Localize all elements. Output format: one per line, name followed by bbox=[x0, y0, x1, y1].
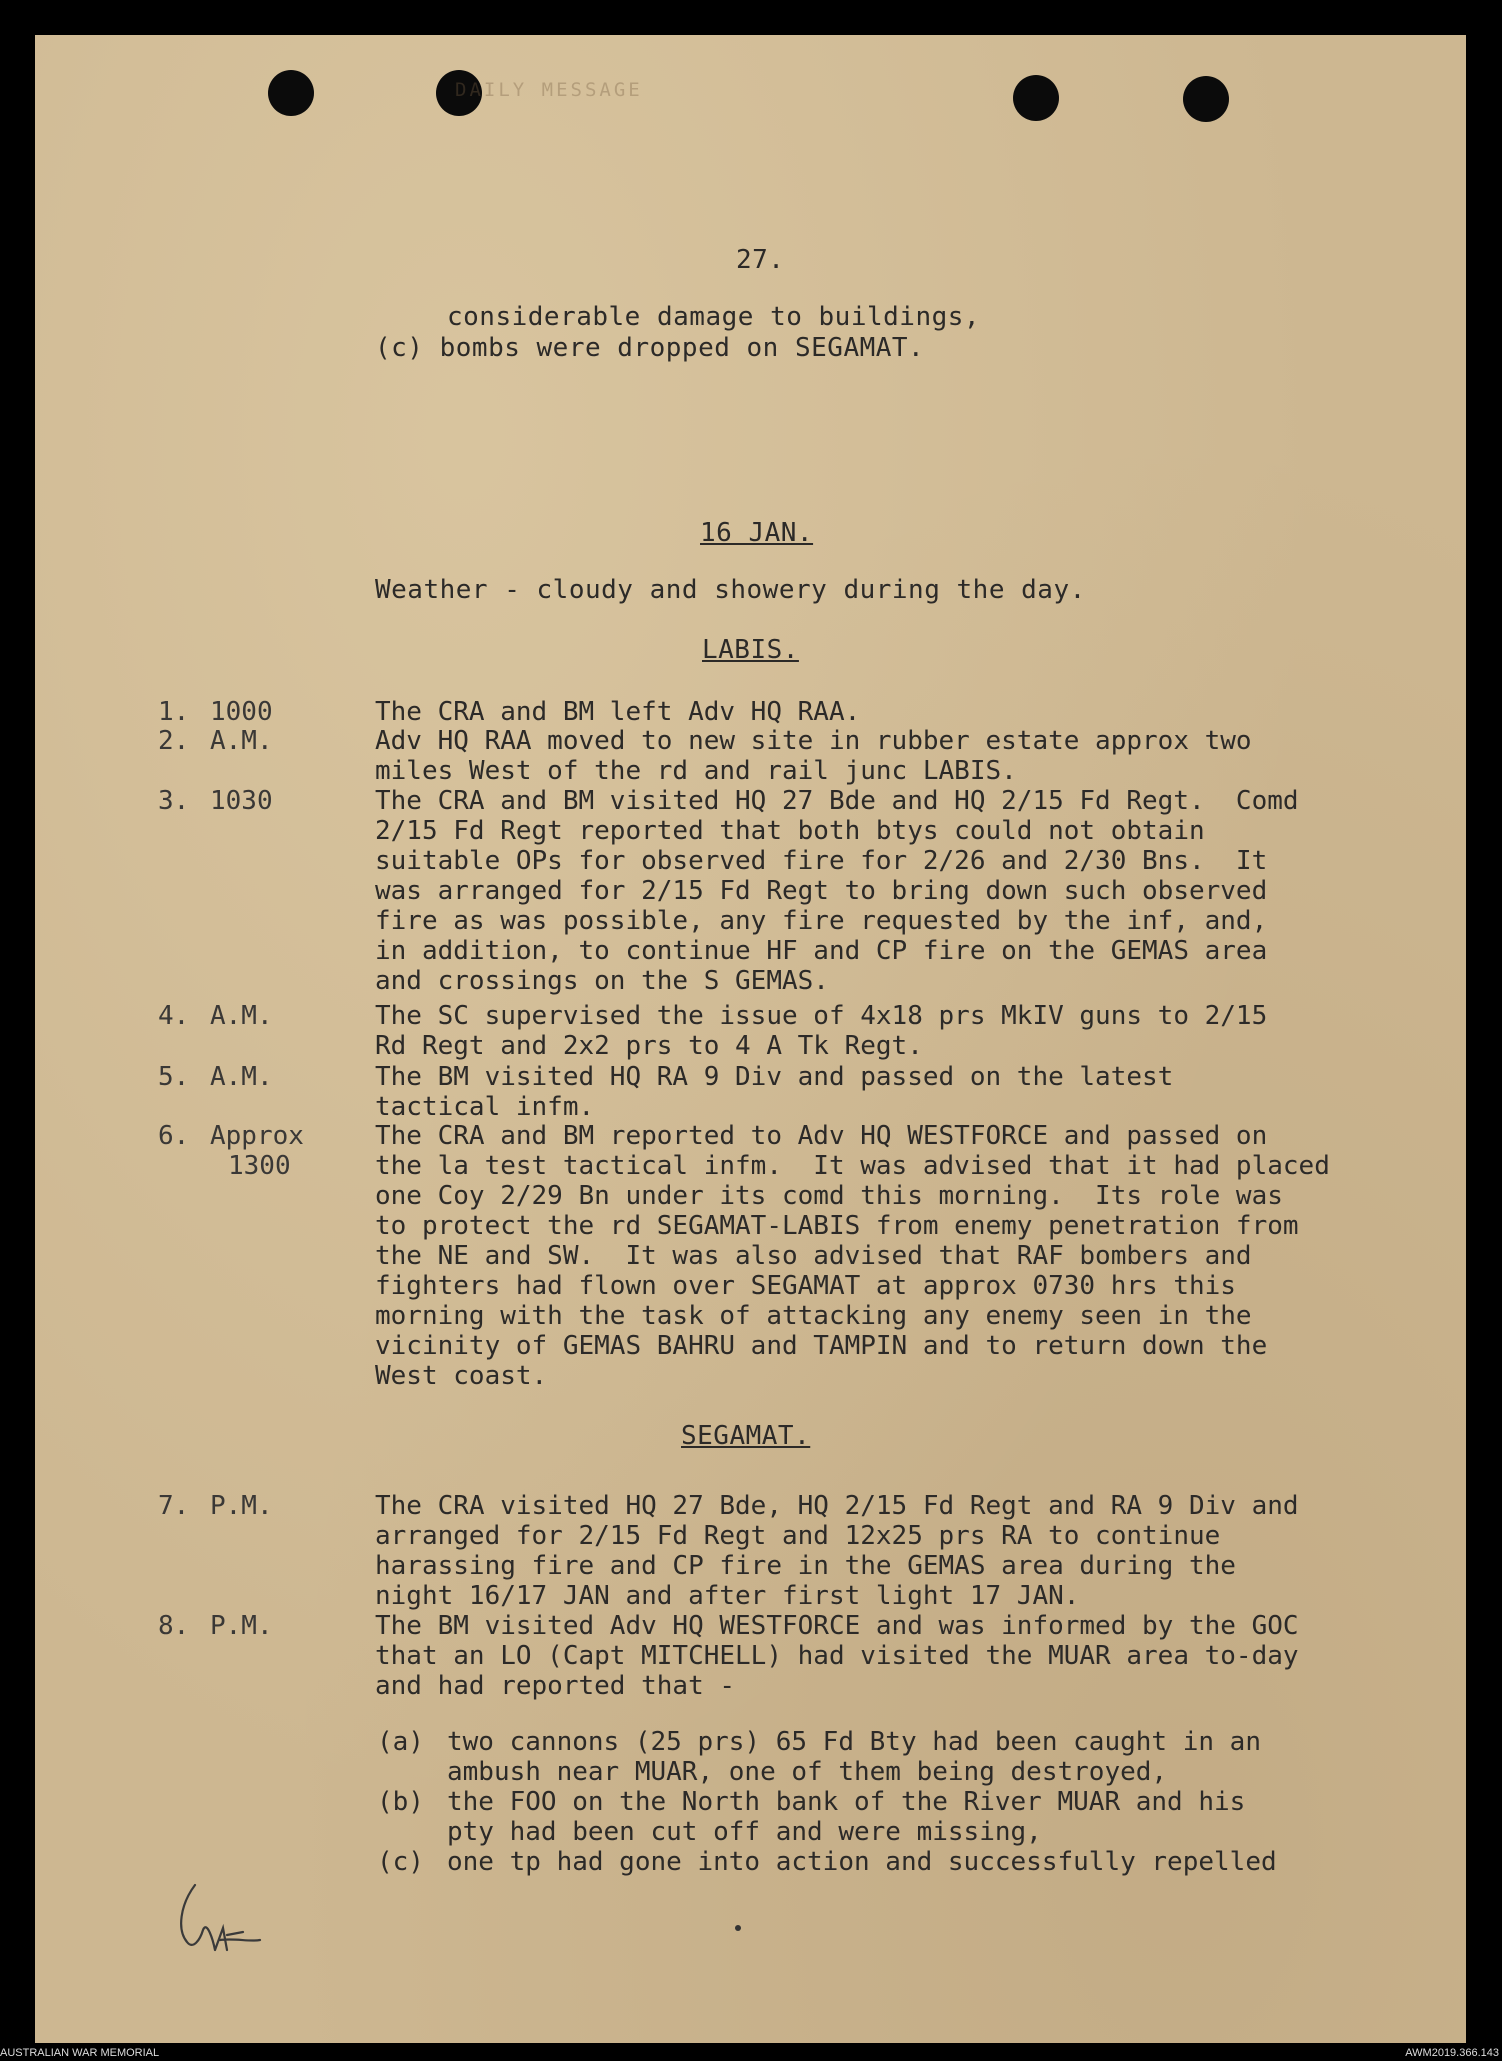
sub-item-text: two cannons (25 prs) 65 Fd Bty had been caught in an ambush near MUAR, one of them being destroyed, bbox=[447, 1727, 1261, 1787]
entry-text: The SC supervised the issue of 4x18 prs MkIV guns to 2/15 Rd Regt and 2x2 prs to 4 A Tk Regt. bbox=[375, 1001, 1268, 1061]
sub-item-label: (c) bbox=[377, 1847, 424, 1877]
continuation-line-1: considerable damage to buildings, bbox=[447, 302, 981, 332]
entry-text: The CRA and BM reported to Adv HQ WESTFORCE and passed on the la test tactical infm. It was advised that it had placed one Coy 2/29 Bn under its comd this morning. Its role was to protect the rd SEGAMAT-LABIS from enemy penetration from the NE and SW. It was also advised that RAF bombers and fighters had flown over SEGAMAT at approx 0730 hrs this morning with the task of attacking any enemy seen in the vicinity of GEMAS BAHRU and TAMPIN and to return down the West coast. bbox=[375, 1121, 1330, 1391]
entry-number: 4. bbox=[158, 1001, 190, 1031]
centre-dot bbox=[735, 1925, 741, 1931]
entry-text: The BM visited HQ RA 9 Div and passed on the latest tactical infm. bbox=[375, 1062, 1174, 1122]
section-heading-segamat: SEGAMAT. bbox=[681, 1421, 811, 1451]
continuation-line-2: (c) bombs were dropped on SEGAMAT. bbox=[375, 333, 925, 363]
entry-text: The CRA and BM left Adv HQ RAA. bbox=[375, 697, 861, 727]
sub-item-label: (a) bbox=[377, 1727, 424, 1757]
entry-number: 7. bbox=[158, 1491, 190, 1521]
entry-text: The CRA visited HQ 27 Bde, HQ 2/15 Fd Regt and RA 9 Div and arranged for 2/15 Fd Regt and 12x25 prs RA to continue harassing fire and CP fire in the GEMAS area during the night 16/17 JAN and after first light 17 JAN. bbox=[375, 1491, 1299, 1611]
entry-text: The BM visited Adv HQ WESTFORCE and was informed by the GOC that an LO (Capt MITCHELL) had visited the MUAR area to-day and had reported that - bbox=[375, 1611, 1299, 1701]
punch-hole bbox=[1183, 76, 1229, 122]
entry-number: 8. bbox=[158, 1611, 190, 1641]
sub-item-text: one tp had gone into action and successfully repelled bbox=[447, 1847, 1277, 1877]
entry-time: 1030 bbox=[210, 786, 273, 816]
entry-number: 1. bbox=[158, 697, 190, 727]
faint-bleed-through-header: DAILY MESSAGE bbox=[455, 79, 643, 101]
punch-hole bbox=[1013, 75, 1059, 121]
entry-time: A.M. bbox=[210, 1062, 273, 1092]
entry-time: P.M. bbox=[210, 1491, 273, 1521]
entry-number: 2. bbox=[158, 726, 190, 756]
sub-item-text: the FOO on the North bank of the River MUAR and his pty had been cut off and were missing, bbox=[447, 1787, 1246, 1847]
entry-number: 6. bbox=[158, 1121, 190, 1151]
entry-time: 1000 bbox=[210, 697, 273, 727]
footer-reference: AWM2019.366.143 bbox=[1405, 2047, 1499, 2059]
entry-text: Adv HQ RAA moved to new site in rubber estate approx two miles West of the rd and rail junc LABIS. bbox=[375, 726, 1252, 786]
sub-item-label: (b) bbox=[377, 1787, 424, 1817]
entry-time: A.M. bbox=[210, 1001, 273, 1031]
section-heading-labis: LABIS. bbox=[702, 635, 799, 665]
entry-number: 5. bbox=[158, 1062, 190, 1092]
entry-time: Approx bbox=[210, 1121, 304, 1151]
entry-number: 3. bbox=[158, 786, 190, 816]
handwritten-initials bbox=[165, 1880, 275, 1955]
page-number: 27. bbox=[736, 245, 785, 275]
entry-text: The CRA and BM visited HQ 27 Bde and HQ 2/15 Fd Regt. Comd 2/15 Fd Regt reported that both btys could not obtain suitable OPs for observed fire for 2/26 and 2/30 Bns. It was arranged for 2/15 Fd Regt to bring down such observed fire as was possible, any fire requested by the inf, and, in addition, to continue HF and CP fire on the GEMAS area and crossings on the S GEMAS. bbox=[375, 786, 1299, 996]
entry-time-continued: 1300 bbox=[228, 1151, 291, 1181]
weather-line: Weather - cloudy and showery during the day. bbox=[375, 575, 1086, 605]
date-heading: 16 JAN. bbox=[700, 518, 814, 548]
footer-archive-name: AUSTRALIAN WAR MEMORIAL bbox=[0, 2047, 160, 2059]
punch-hole bbox=[268, 70, 314, 116]
entry-time: A.M. bbox=[210, 726, 273, 756]
entry-time: P.M. bbox=[210, 1611, 273, 1641]
